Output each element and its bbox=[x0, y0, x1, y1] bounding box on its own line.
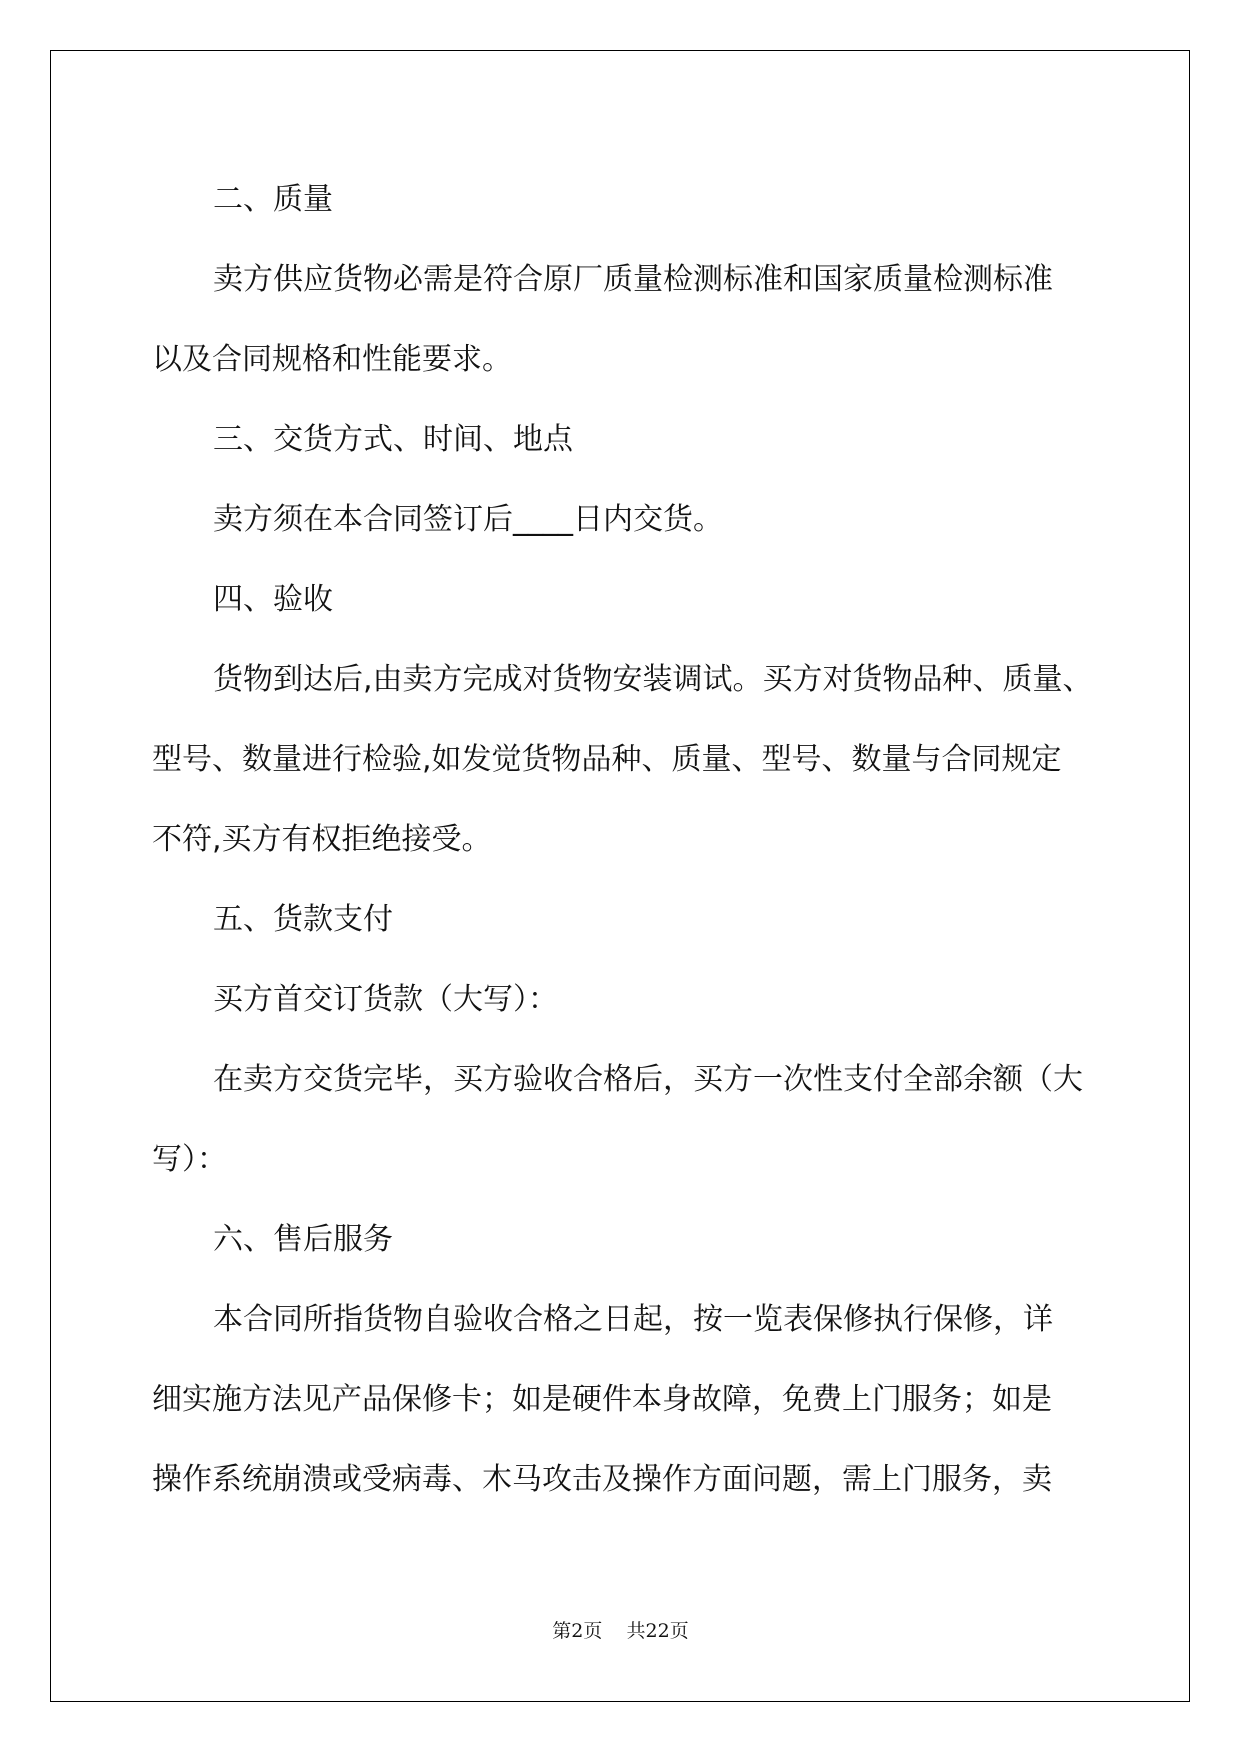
page-footer bbox=[0, 1619, 1241, 1643]
paragraph-payment-balance-line-2: 写）： bbox=[152, 1142, 227, 1177]
paragraph-acceptance-line-1: 货物到达后,由卖方完成对货物安装调试。买方对货物品种、质量、 bbox=[213, 662, 1093, 697]
paragraph-acceptance-line-2: 型号、数量进行检验,如发觉货物品种、质量、型号、数量与合同规定 bbox=[152, 742, 1062, 777]
paragraph-delivery: 卖方须在本合同签订后____日内交货。 bbox=[213, 502, 723, 537]
page-number-text: 第2页 共22页 bbox=[552, 1620, 689, 1642]
section-heading-acceptance: 四、验收 bbox=[213, 582, 333, 617]
paragraph-acceptance-line-3: 不符,买方有权拒绝接受。 bbox=[152, 822, 492, 857]
section-heading-after-sales: 六、售后服务 bbox=[213, 1222, 393, 1257]
paragraph-after-sales-line-3: 操作系统崩溃或受病毒、木马攻击及操作方面问题，需上门服务，卖 bbox=[152, 1462, 1052, 1497]
section-heading-payment: 五、货款支付 bbox=[213, 902, 393, 937]
paragraph-after-sales-line-2: 细实施方法见产品保修卡；如是硬件本身故障，免费上门服务；如是 bbox=[152, 1382, 1052, 1417]
document-body bbox=[152, 160, 1092, 1520]
paragraph-after-sales-line-1: 本合同所指货物自验收合格之日起，按一览表保修执行保修，详 bbox=[213, 1302, 1053, 1337]
section-heading-quality: 二、质量 bbox=[213, 182, 333, 217]
paragraph-quality-line-1: 卖方供应货物必需是符合原厂质量检测标准和国家质量检测标准 bbox=[213, 262, 1053, 297]
paragraph-payment-deposit: 买方首交订货款（大写）： bbox=[213, 982, 558, 1017]
paragraph-quality-line-2: 以及合同规格和性能要求。 bbox=[152, 342, 512, 377]
section-heading-delivery: 三、交货方式、时间、地点 bbox=[213, 422, 573, 457]
paragraph-payment-balance-line-1: 在卖方交货完毕，买方验收合格后，买方一次性支付全部余额（大 bbox=[213, 1062, 1083, 1097]
